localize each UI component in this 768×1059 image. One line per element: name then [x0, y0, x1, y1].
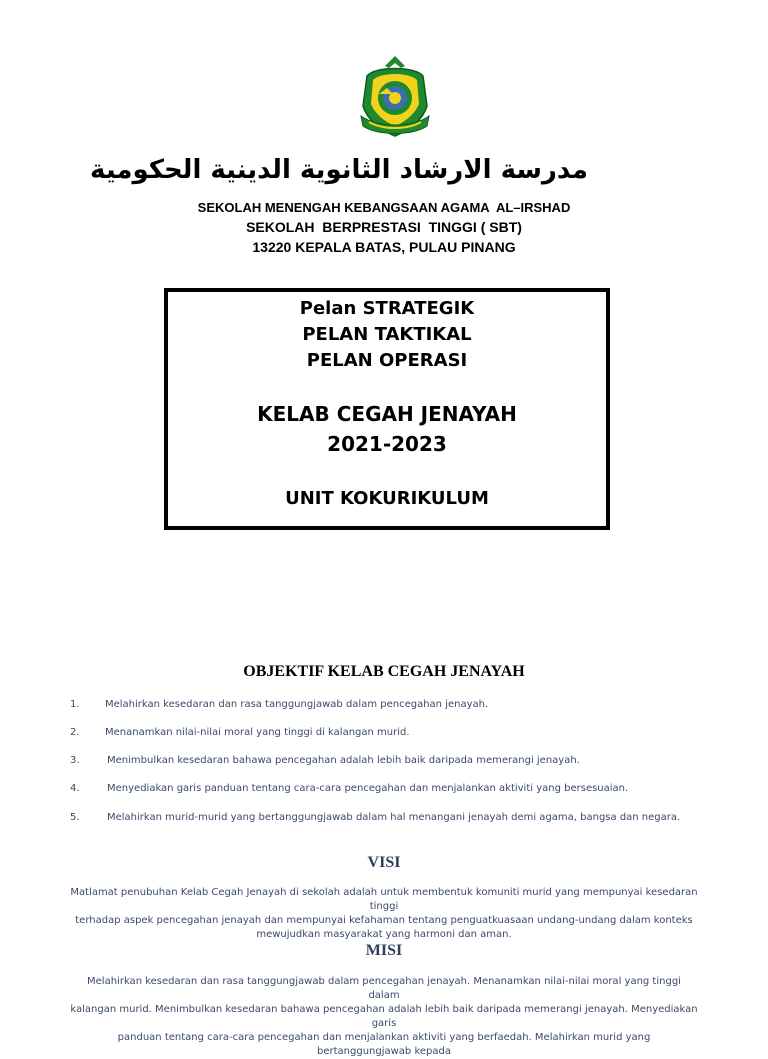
- list-item-text: Melahirkan murid-murid yang bertanggungjawab dalam hal menangani jenayah demi agama, bangsa dan negara.: [107, 812, 681, 823]
- vision-line: Matlamat penubuhan Kelab Cegah Jenayah di sekolah adalah untuk membentuk komuniti murid yang mempunyai kesedaran tinggi: [70, 887, 698, 912]
- mission-heading: MISI: [365, 942, 403, 959]
- list-item-number: 1.: [70, 699, 80, 710]
- vision-line: terhadap aspek pencegahan jenayah dan mempunyai kefahaman tentang penguatkuasaan undang-undang dalam konteks: [75, 915, 693, 926]
- objectives-heading: OBJEKTIF KELAB CEGAH JENAYAH: [243, 663, 525, 680]
- vision-text: [70, 886, 698, 942]
- mission-line: panduan tentang cara-cara pencegahan dan menjalankan aktiviti yang berfaedah. Melahirkan murid yang bertanggungjawab kepada: [117, 1032, 651, 1057]
- plan-title-box: [164, 288, 610, 530]
- list-item-number: 5.: [70, 812, 80, 823]
- school-name: SEKOLAH MENENGAH KEBANGSAAN AGAMA AL–IRSHAD: [197, 200, 571, 215]
- school-crest-icon: [357, 54, 433, 142]
- mission-text: [70, 975, 698, 1059]
- mission-line: kalangan murid. Menimbulkan kesedaran bahawa pencegahan adalah lebih baik daripada memerangi jenayah. Menyediakan garis: [70, 1004, 698, 1029]
- club-name: KELAB CEGAH JENAYAH: [257, 402, 517, 426]
- list-item-text: Menimbulkan kesedaran bahawa pencegahan adalah lebih baik daripada memerangi jenayah.: [107, 755, 580, 766]
- list-item-text: Menanamkan nilai-nilai moral yang tinggi di kalangan murid.: [105, 727, 410, 738]
- mission-line: Melahirkan kesedaran dan rasa tanggungjawab dalam pencegahan jenayah. Menanamkan nilai-nilai moral yang tinggi dalam: [87, 976, 681, 1001]
- list-item-number: 4.: [70, 783, 80, 794]
- plan-tactical-label: PELAN TAKTIKAL: [302, 324, 472, 345]
- plan-operation-label: PELAN OPERASI: [306, 350, 468, 371]
- list-item-text: Melahirkan kesedaran dan rasa tanggungjawab dalam pencegahan jenayah.: [105, 699, 489, 710]
- school-status: SEKOLAH BERPRESTASI TINGGI ( SBT): [246, 219, 522, 235]
- plan-strategic-label: Pelan STRATEGIK: [299, 298, 475, 319]
- plan-years: 2021-2023: [327, 432, 447, 456]
- vision-heading: VISI: [367, 854, 401, 871]
- vision-line: mewujudkan masyarakat yang harmoni dan aman.: [256, 929, 512, 940]
- arabic-school-name: مدرسة الارشاد الثانوية الدينية الحكومية: [90, 155, 588, 185]
- list-item-number: 2.: [70, 727, 80, 738]
- school-address: 13220 KEPALA BATAS, PULAU PINANG: [252, 239, 516, 255]
- unit-name: UNIT KOKURIKULUM: [285, 488, 489, 509]
- list-item-number: 3.: [70, 755, 80, 766]
- list-item-text: Menyediakan garis panduan tentang cara-cara pencegahan dan menjalankan aktiviti yang bersesuaian.: [107, 783, 629, 794]
